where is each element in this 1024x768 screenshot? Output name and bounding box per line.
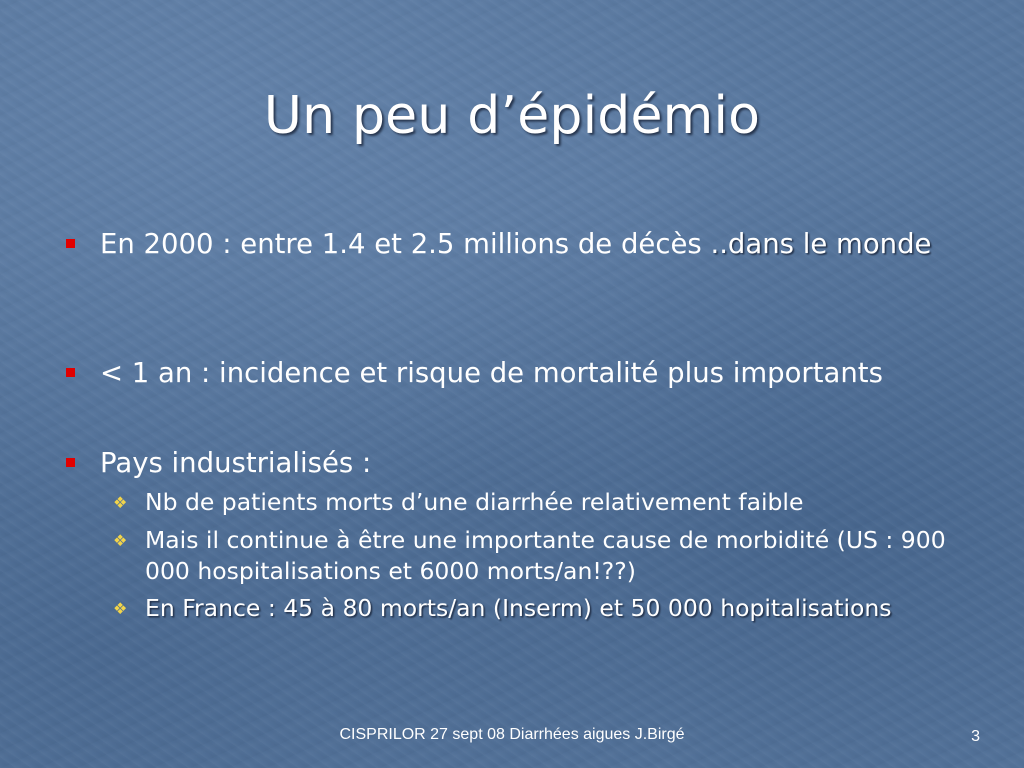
bullet-text bbox=[100, 225, 950, 263]
bullet-text: Pays industrialisés : bbox=[100, 447, 372, 479]
sub-bullet-text: Nb de patients morts d’une diarrhée relativement faible bbox=[145, 488, 804, 516]
slide-footer: CISPRILOR 27 sept 08 Diarrhées aigues J.Birgé bbox=[339, 726, 685, 743]
sub-bullet-text: Mais il continue à être une importante cause de morbidité (US : 900 000 hospitalisations et 6000 morts/an!??) bbox=[145, 526, 946, 585]
page-number: 3 bbox=[971, 728, 980, 745]
four-diamond-bullet-icon: ❖ bbox=[113, 531, 128, 550]
bullet-text-plain: En 2000 : entre 1.4 et 2.5 millions de décès bbox=[100, 228, 711, 260]
red-square-bullet-icon bbox=[66, 239, 75, 248]
four-diamond-bullet-icon: ❖ bbox=[113, 599, 128, 618]
sub-bullet-text: En France : 45 à 80 morts/an (Inserm) et 50 000 hopitalisations bbox=[145, 594, 892, 622]
bullet-text: < 1 an : incidence et risque de mortalité plus importants bbox=[100, 357, 883, 389]
slide-title: Un peu d’épidémio bbox=[263, 86, 761, 146]
red-square-bullet-icon bbox=[66, 368, 75, 377]
four-diamond-bullet-icon: ❖ bbox=[113, 493, 128, 512]
red-square-bullet-icon bbox=[66, 458, 75, 467]
bullet-text-emphasis: ..dans le monde bbox=[710, 228, 932, 260]
